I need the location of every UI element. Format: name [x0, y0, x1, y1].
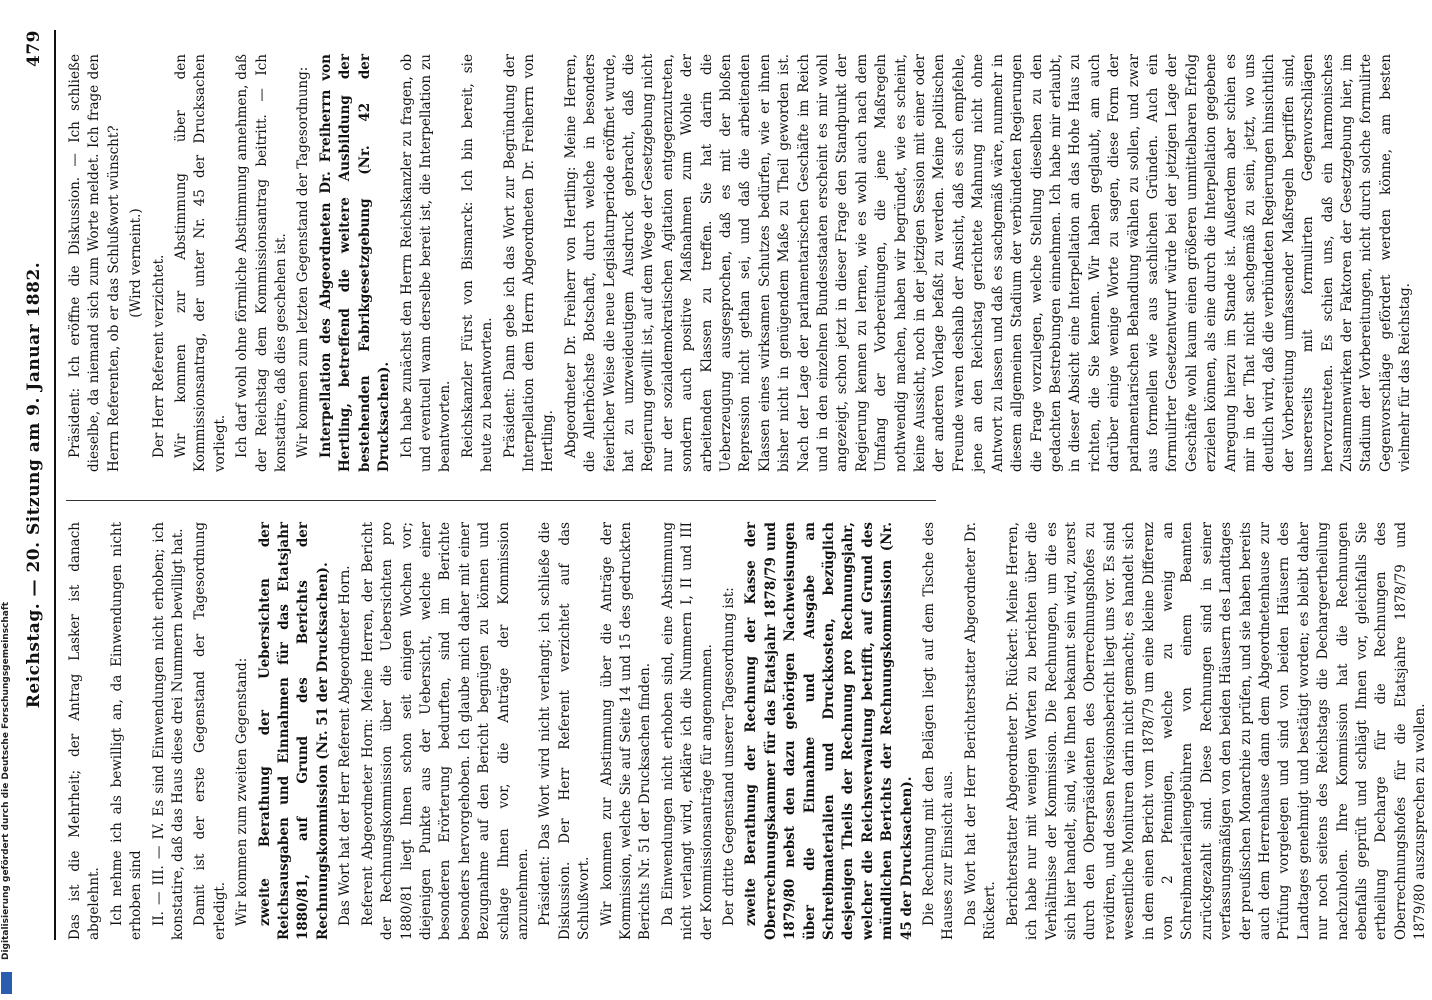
paragraph: Ich habe zunächst den Herrn Reichskanzler zu fragen, ob und eventuell wann derselbe bereit ist, die Interpellation zu beantworten. — [398, 54, 454, 472]
scanned-page — [14, 0, 1432, 1000]
paragraph: II. — III. — IV. Es sind Einwendungen nicht erhoben; ich konstatire, daß das Haus diese drei Nummern bewilligt hat. — [150, 522, 187, 940]
speech: Reichskanzler Fürst von Bismarck: Ich bin bereit, sie heute zu beantworten. — [459, 54, 496, 472]
paragraph: Das Wort hat der Herr Berichterstatter Abgeordneter Dr. Rückert. — [962, 522, 999, 940]
speech: Präsident: Ich eröffne die Diskussion. — Ich schließe dieselbe, da niemand sich zum Worte meldet. Ich frage den Herrn Referenten, ob er das Schlußwort wünscht? — [67, 54, 122, 472]
text-column-left — [66, 522, 1429, 940]
column-divider — [66, 500, 936, 501]
speech: Präsident: Dann gebe ich das Wort zur Begründung der Interpellation dem Herrn Abgeordneten Dr. Freiherrn von Hertling. — [501, 54, 557, 472]
page-header — [24, 30, 52, 940]
funding-credit: Digitalisierung gefördert durch die Deutsche Forschungsgemeinschaft — [1, 601, 11, 960]
page-title: Reichstag. — 20. Sitzung am 9. Januar 1882. — [24, 261, 44, 709]
agenda-item: zweite Berathung der Rechnung der Kasse der Oberrechnungskammer für das Etatsjahr 1878/79 und 1879/80 nebst den dazu gehörigen Nachweisungen über die Einnahme und Ausgabe an Schreibmaterialien und Druckkosten, bezüglich desjenigen Theils der Rechnung pro Rechnungsjahr, welcher die Reichsverwaltung betrifft, auf Grund des mündlichen Berichts der Rechnungskommission (Nr. 45 der Drucksachen). — [743, 522, 915, 940]
paragraph: Ich nehme ich als bewilligt an, da Einwendungen nicht erhoben sind — [108, 522, 145, 940]
paragraph: Der dritte Gegenstand unserer Tagesordnung ist: — [721, 587, 737, 926]
speech: Präsident: Das Wort wird nicht verlangt; ich schließe die Diskussion. Der Herr Referent verzichtet auf das Schlußwort. — [537, 522, 593, 940]
paragraph: Wir kommen zur Abstimmung über die Anträge der Kommission, welche Sie auf Seite 14 und 15 des gedruckten Berichts Nr. 51 der Drucksachen finden. — [598, 522, 654, 940]
page-number: 479 — [24, 30, 44, 67]
paragraph: Die Rechnung mit den Belägen liegt auf dem Tische des Hauses zur Einsicht aus. — [921, 522, 957, 940]
speech: Referent Abgeordneter Horn: Meine Herren, der Bericht der Rechnungskommission über die Uebersichten pro 1880/81 liegt Ihnen schon seit einigen Wochen vor; diejenigen Punkte aus der Uebersicht, welche einer besonderen Erörterung bedurften, sind im Berichte besonders hervorgehoben. Ich glaube mich daher mit einer Bezugnahme auf den Bericht begnügen zu können und schlage Ihnen vor, die Anträge der Kommission anzunehmen. — [359, 522, 531, 940]
paragraph: Der Herr Referent verzichtet. — [150, 254, 167, 458]
dfg-logo — [1, 972, 12, 994]
speech: Abgeordneter Dr. Freiherr von Hertling: Meine Herren, die Allerhöchste Botschaft, durch welche in besonders feierlicher Weise die neue Legislaturperiode eröffnet wurde, hat zu unzweideutigem Ausdruck gebracht, daß die Regierung gewillt ist, auf dem Wege der Gesetzgebung nicht nur der sozialdemokratischen Agitation entgegenzutreten, sondern auch positive Maßnahmen zum Wohle der arbeitenden Klassen zu treffen. Sie hat darin die Ueberzeugung ausgesprochen, daß es mit der bloßen Repression nicht gethan sei, und daß die arbeitenden Klassen eines wirksamen Schutzes bedürfen, wie er ihnen bisher nicht in genügendem Maße zu Theil geworden ist. Nach der Lage der parlamentarischen Geschäfte im Reich und in den einzelnen Bundesstaaten erscheint es mir wohl angezeigt, schon jetzt in dieser Frage den Standpunkt der Regierung kennen zu lernen, wie es wohl auch nach dem Umfang der Vorbereitungen, die jene Maßregeln nothwendig machen, haben wir begründet, wie es scheint, keine Aussicht, noch in der jetzigen Session mit einer oder der anderen Vorlage befaßt zu werden. Meine politischen Freunde waren deshalb der Ansicht, daß es sich empfehle, jene an den Reichstag gerichtete Mahnung nicht ohne Antwort zu lassen und daß es sachgemäß wäre, nunmehr in diesem allgemeinen Stadium der verbündeten Regierungen die Frage vorzulegen, welche Stellung dieselben zu den gedachten Bestrebungen einnehmen. Ich habe mir erlaubt, in dieser Absicht eine Interpellation an das Hohe Haus zu richten, die Sie kennen. Wir haben geglaubt, am auch darüber einige wenige Worte zu sagen, diese Form der parlamentarischen Behandlung wählen zu sollen, und zwar aus formellen wie aus sachlichen Gründen. Auch ein formulirter Gesetzentwurf würde bei der jetzigen Lage der Geschäfte wohl kaum einen größeren unmittelbaren Erfolg erzielen können, als eine durch die Interpellation gegebene Anregung hierzu im Stande ist. Außerdem aber schien es mir in der That nicht sachgemäß zu sein, jetzt, wo uns deutlich wird, daß die verbündeten Regierungen hinsichtlich der Vorbereitung umfassender Maßregeln begriffen sind, unsererseits mit formulirten Gegenvorschlägen hervorzutreten. Es schien uns, daß ein harmonisches Zusammenwirken der Faktoren der Gesetzgebung hier, im Stadium der Vorbereitungen, nicht durch solche formulirte Gegenvorschläge gefördert werden könne, am besten vielmehr für das Reichstag. — [562, 54, 1414, 472]
digitization-footer — [0, 0, 14, 1000]
paragraph: Wir kommen zum zweiten Gegenstand: — [234, 657, 251, 926]
header-rule — [54, 30, 56, 940]
speech: Berichterstatter Abgeordneter Dr. Rückert: Meine Herren, ich habe nur mit wenigen Worten zu berichten über die Verhältnisse der Kommission. Die Rechnungen, um die es sich hier handelt, sind, wie Ihnen bekannt sein wird, zuerst durch den Oberpräsidenten des Oberrechnungshofes zu revidiren, und dessen Revisionsbericht liegt uns vor. Es sind wesentliche Monituren darin nicht gemacht; es handelt sich in dem einen Bericht vom 1878/79 um eine kleine Differenz von 2 Pfennigen, welche zu wenig an Schreibmaterialiengebühren von einem Beamten zurückgezahlt sind. Diese Rechnungen sind in seiner verfassungsmäßigen von den beiden Häusern des Landtages der preußischen Monarchie zu prüfen, und sie haben bereits auch dem Herrenhause dann dem Abgeordnetenhause zur Prüfung vorgelegen und sind von beiden Häusern des Landtages genehmigt und bestätigt worden; es bleibt daher nur noch seitens des Reichstags die Dechargeertheilung nachzuholen. Ihre Kommission hat die Rechnungen ebenfalls geprüft und schlägt Ihnen vor, gleichfalls Sie ertheilung Decharge für die Rechnungen des Oberrechnungshofes für die Etatsjahre 1878/79 und 1879/80 auszusprechen zu wollen. — [1004, 522, 1429, 940]
paragraph: Wir kommen zum letzten Gegenstand der Tagesordnung: — [295, 66, 312, 458]
paragraph: Das Wort hat der Herr Referent Abgeordneter Horn. — [337, 565, 354, 926]
parenthetical: (Wird verneint.) — [128, 208, 145, 318]
paragraph: Damit ist der erste Gegenstand der Tagesordnung erledigt. — [192, 522, 228, 940]
agenda-item: Interpellation des Abgeordneten Dr. Freiherrn von Hertling, betreffend die weitere Ausbildung der bestehenden Fabrikgesetzgebung (Nr. 42 der Drucksachen). — [317, 54, 393, 472]
paragraph: Das ist die Mehrheit; der Antrag Lasker ist danach abgelehnt. — [67, 522, 103, 940]
paragraph: Da Einwendungen nicht erhoben sind, eine Abstimmung nicht verlangt wird, erkläre ich die Nummern I, II und III der Kommissionsanträge für angenommen. — [659, 522, 715, 940]
paragraph: Ich darf wohl ohne förmliche Abstimmung annehmen, daß der Reichstag dem Kommissionsantrag beitritt. — Ich konstatire, daß dies geschehen ist. — [234, 54, 290, 472]
agenda-item: zweite Berathung der Uebersichten der Reichsausgaben und Einnahmen für das Etatsjahr 1880/81, auf Grund des Berichts der Rechnungskommission (Nr. 51 der Drucksachen). — [256, 522, 331, 940]
text-column-right — [66, 54, 1414, 472]
paragraph: Wir kommen zur Abstimmung über den Kommissionsantrag, der unter Nr. 45 der Drucksachen vorliegt. — [173, 54, 228, 472]
